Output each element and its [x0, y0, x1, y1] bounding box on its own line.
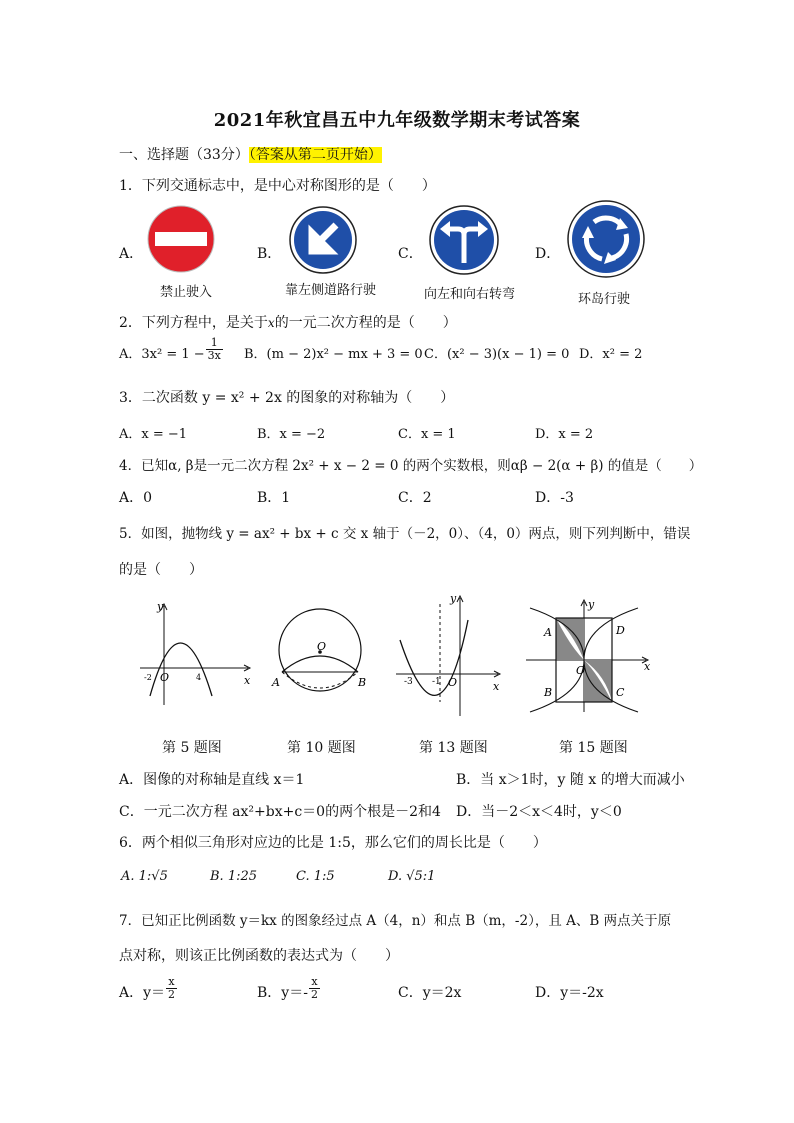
- figure-10-circle: [272, 600, 372, 700]
- q3-option-b: B．x = −2: [257, 427, 326, 442]
- fig5-pos4-label: 4: [196, 673, 202, 682]
- q1-option-a-label: A．: [119, 246, 144, 262]
- question-3-stem: 3．二次函数 y = x² + 2x 的图象的对称轴为（ ）: [119, 390, 455, 406]
- q3-option-a: A．x = −1: [119, 427, 188, 442]
- section-note: （答案从第二页开始）: [248, 147, 382, 163]
- left-right-turn-sign-icon: [428, 205, 500, 277]
- fig5-origin-label: O: [160, 671, 170, 684]
- fig10-b-label: B: [358, 676, 367, 689]
- q6-option-d: D. √5:1: [388, 869, 436, 884]
- q1-option-d-label: D．: [535, 246, 561, 262]
- question-1-stem: 1．下列交通标志中，是中心对称图形的是（ ）: [119, 178, 436, 194]
- q3-option-d: D．x = 2: [535, 427, 594, 442]
- fig15-origin-label: O: [576, 664, 586, 677]
- q5-option-a: A．图像的对称轴是直线 x＝1: [119, 772, 305, 788]
- q4-option-c: C．2: [398, 490, 432, 506]
- question-7-line-1: 7．已知正比例函数 y＝kx 的图象经过点 A（4，n）和点 B（m，-2），且 A、B 两点关于原: [119, 913, 672, 929]
- fig5-y-label: y: [157, 600, 164, 613]
- roundabout-sign-icon: [566, 200, 646, 280]
- q6-option-b: B. 1:25: [210, 869, 258, 884]
- q5-option-c: C．一元二次方程 ax²+bx+c＝0的两个根是－2和4: [119, 804, 441, 820]
- page-title: 2021年秋宜昌五中九年级数学期末考试答案: [213, 110, 581, 131]
- fig15-c-label: C: [616, 686, 625, 699]
- question-2-stem: 2．下列方程中，是关于x的一元二次方程的是（ ）: [119, 315, 457, 331]
- q4-option-b: B．1: [257, 490, 291, 506]
- fig13-caption: 第 13 题图: [419, 740, 488, 756]
- fig10-caption: 第 10 题图: [287, 740, 356, 756]
- q1-caption-b: 靠左侧道路行驶: [285, 283, 377, 298]
- fig15-b-label: B: [544, 686, 553, 699]
- section-label: 一、选择题（33分）: [119, 147, 249, 163]
- no-entry-sign-icon: [146, 205, 216, 275]
- q1-caption-a: 禁止驶入: [160, 285, 213, 300]
- section-heading: [119, 146, 382, 164]
- q2-option-b: B．(m − 2)x² − mx + 3 = 0: [244, 347, 423, 362]
- q6-option-c: C. 1:5: [296, 869, 335, 884]
- q2-option-d: D．x² = 2: [579, 347, 643, 362]
- fig10-a-label: A: [272, 676, 280, 689]
- fig13-origin-label: O: [448, 676, 458, 689]
- fig10-o-label: O: [317, 640, 327, 653]
- q5-option-d: D．当－2＜x＜4时，y＜0: [456, 804, 622, 820]
- q7-option-c: C．y＝2x: [398, 985, 462, 1001]
- figure-15-square: [526, 596, 656, 716]
- fig15-d-label: D: [616, 624, 625, 637]
- q1-option-c-label: C．: [398, 246, 423, 262]
- q4-option-d: D．-3: [535, 490, 574, 506]
- q7-option-d: D．y＝-2x: [535, 985, 604, 1001]
- q4-option-a: A．0: [119, 490, 153, 506]
- fig15-y-label: y: [588, 598, 595, 611]
- fig15-caption: 第 15 题图: [559, 740, 628, 756]
- question-6-stem: 6．两个相似三角形对应边的比是 1:5，那么它们的周长比是（ ）: [119, 835, 547, 851]
- fig15-a-label: A: [544, 626, 552, 639]
- question-5-line-2: 的是（ ）: [119, 562, 203, 578]
- fig5-caption: 第 5 题图: [162, 740, 222, 756]
- figure-5-parabola: [140, 600, 255, 710]
- fig15-x-label: x: [644, 660, 651, 673]
- question-4-stem: 4．已知α, β是一元二次方程 2x² + x − 2 = 0 的两个实数根，则αβ − 2(α + β) 的值是（ ）: [119, 458, 703, 474]
- fig13-y-label: y: [450, 592, 457, 605]
- q2-option-c: C．(x² − 3)(x − 1) = 0: [424, 347, 570, 362]
- q1-option-b-label: B．: [257, 246, 282, 262]
- q3-option-c: C．x = 1: [398, 427, 456, 442]
- fig13-x-label: x: [493, 680, 500, 693]
- keep-left-sign-icon: [288, 205, 358, 275]
- fig5-neg2-label: -2: [144, 673, 152, 682]
- q1-caption-d: 环岛行驶: [578, 292, 631, 307]
- q7-option-b: B．y＝- $\frac{x}{2}$: [257, 974, 318, 1001]
- question-7-line-2: 点对称，则该正比例函数的表达式为（ ）: [119, 948, 399, 964]
- q7-option-a: A．y＝ $\frac{x}{2}$: [119, 974, 176, 1001]
- q6-option-a: A. 1:√5: [121, 869, 168, 884]
- fig5-x-label: x: [244, 674, 251, 687]
- q5-option-b: B．当 x＞1时，y 随 x 的增大而减小: [456, 772, 685, 788]
- q1-caption-c: 向左和向右转弯: [424, 287, 516, 302]
- fig13-neg1-label: -1: [432, 677, 441, 687]
- q2-option-a: A．3x² = 1 − $\frac{1}{3x}$: [119, 336, 221, 362]
- figure-13-parabola: [396, 590, 506, 720]
- question-5-line-1: 5．如图，抛物线 y = ax² + bx + c 交 x 轴于（－2，0）、（4，0）两点，则下列判断中，错误: [119, 526, 691, 542]
- fig13-neg3-label: -3: [404, 677, 413, 687]
